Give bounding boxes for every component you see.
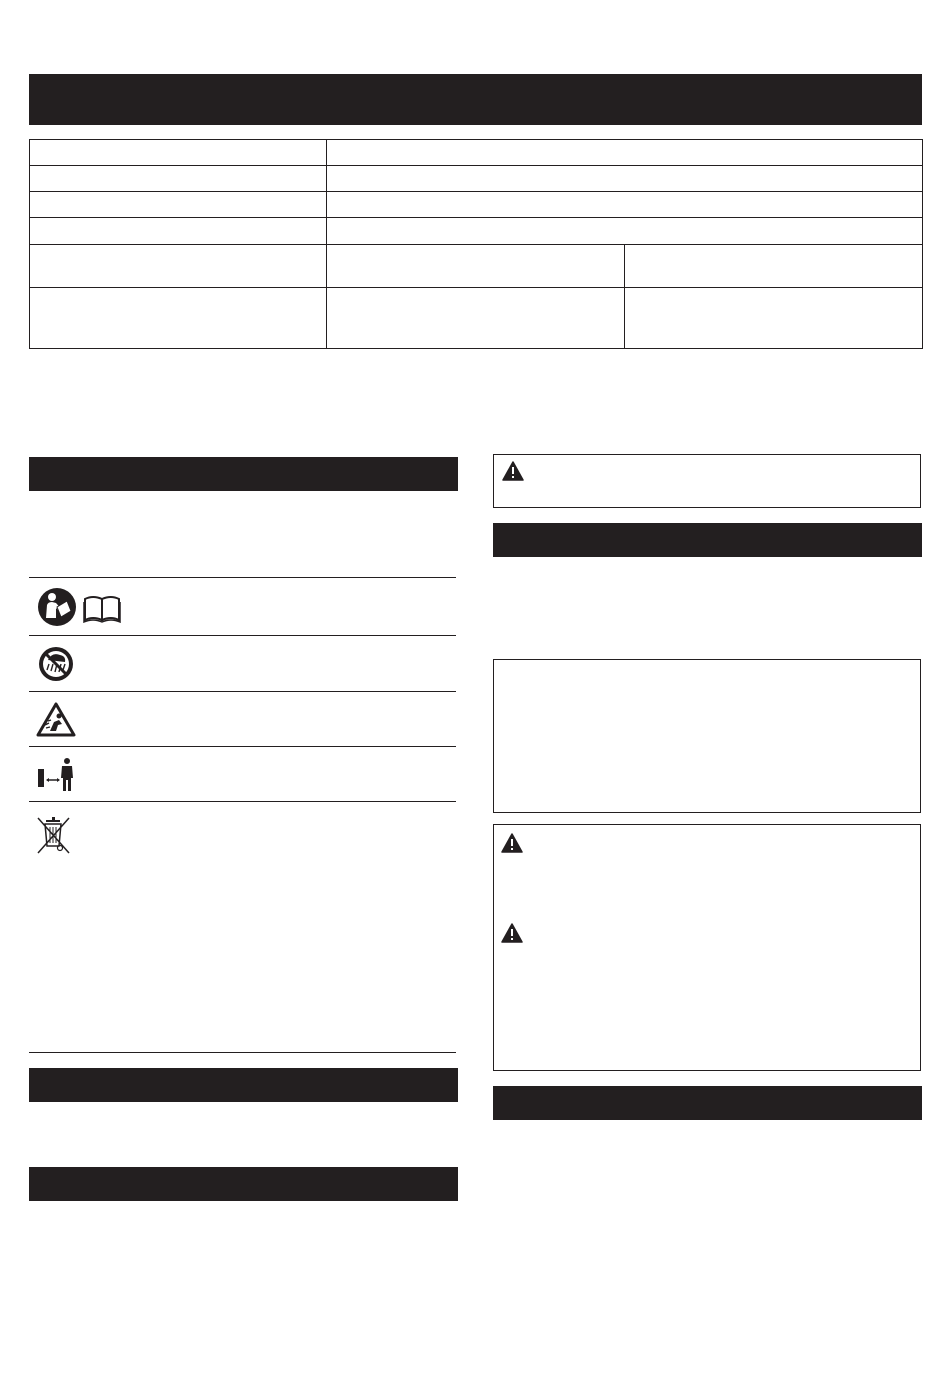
section-header-3 (29, 1167, 458, 1201)
table-cell (625, 245, 923, 288)
table-cell (30, 140, 327, 166)
section-header-5 (493, 1086, 922, 1120)
table-row (30, 192, 923, 218)
table-cell (327, 192, 923, 218)
keep-distance-icon (37, 755, 77, 800)
symbol-row-read-manual (29, 578, 456, 635)
table-cell (327, 288, 625, 349)
table-row (30, 140, 923, 166)
warning-box (493, 454, 921, 508)
table-cell (30, 218, 327, 245)
note-box (493, 659, 921, 813)
read-manual-icon (37, 587, 77, 632)
table-row (30, 245, 923, 288)
section-header-symbols (29, 457, 458, 491)
specifications-table (29, 139, 923, 349)
title-banner (29, 74, 922, 125)
table-row (30, 288, 923, 349)
section-header-2 (29, 1068, 458, 1102)
section-header-4 (493, 523, 922, 557)
divider (29, 1052, 456, 1053)
table-cell (30, 192, 327, 218)
crossed-out-bin-icon (36, 815, 72, 860)
table-cell (30, 288, 327, 349)
table-row (30, 218, 923, 245)
warning-box-double (493, 824, 921, 1071)
table-cell (327, 218, 923, 245)
symbol-row-no-rain (29, 636, 456, 691)
table-row (30, 166, 923, 192)
warning-triangle-icon (501, 833, 523, 858)
table-cell (327, 166, 923, 192)
flying-objects-hazard-icon (36, 702, 76, 743)
no-rain-exposure-icon (38, 646, 74, 687)
symbol-row-flying-objects (29, 692, 456, 746)
symbol-row-disposal (29, 802, 456, 1052)
warning-triangle-icon (501, 923, 523, 948)
table-cell (30, 245, 327, 288)
warning-triangle-icon (502, 461, 524, 486)
book-icon (83, 593, 121, 628)
symbol-row-keep-distance (29, 747, 456, 801)
table-cell (327, 140, 923, 166)
table-cell (625, 288, 923, 349)
table-cell (30, 166, 327, 192)
table-cell (327, 245, 625, 288)
